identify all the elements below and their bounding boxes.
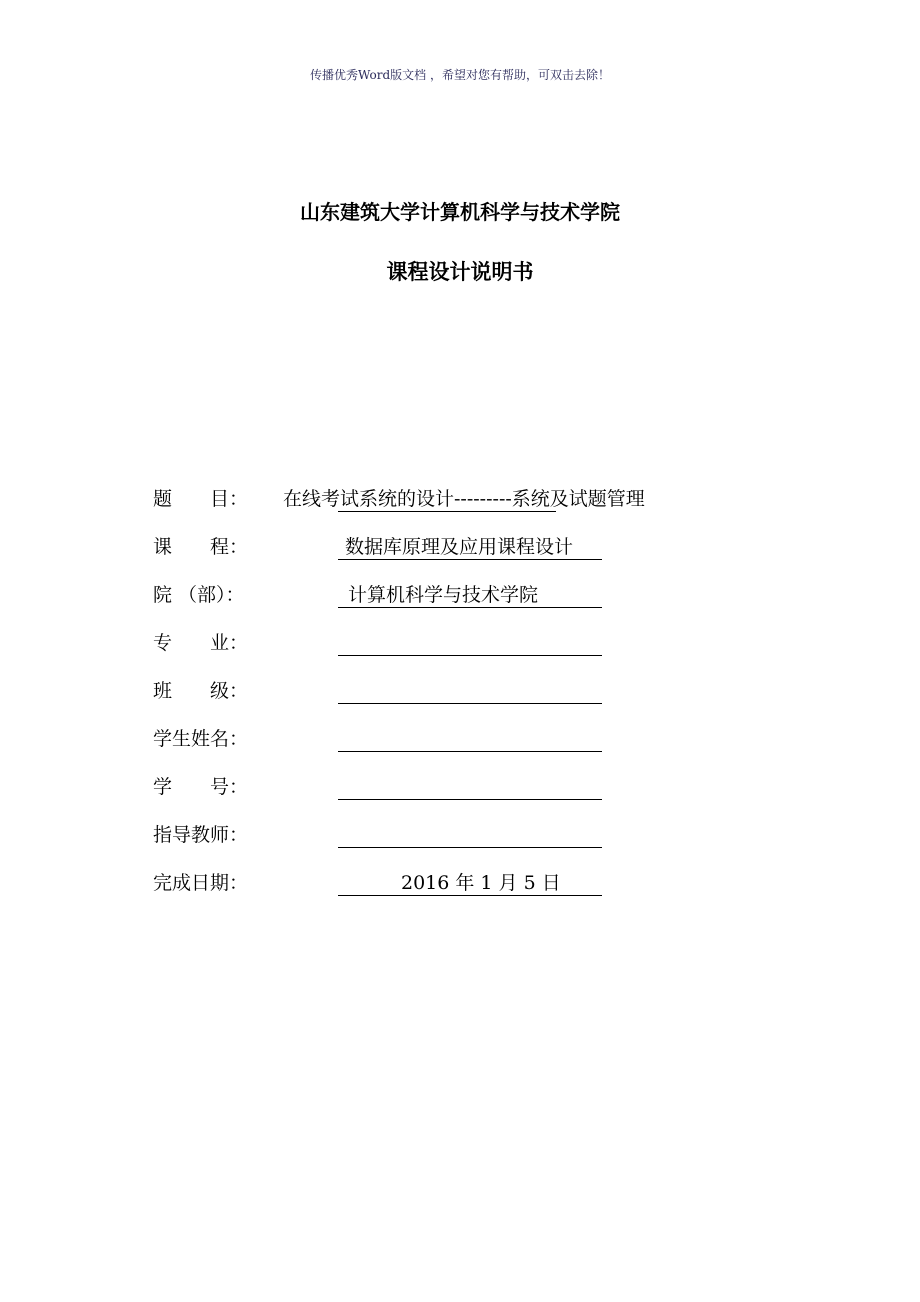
field-label: 学 号： — [153, 776, 249, 798]
field-label: 院 （部）： — [153, 584, 245, 606]
field-student-id — [153, 772, 753, 802]
watermark-header-note: 传播优秀Word版文档 ，希望对您有帮助，可双击去除！ — [310, 68, 610, 82]
field-label: 指导教师： — [153, 824, 249, 846]
field-label: 班 级： — [153, 680, 249, 702]
underline — [338, 628, 602, 656]
underline — [338, 724, 602, 752]
underline — [338, 820, 602, 848]
field-value: 计算机科学与技术学院 — [348, 584, 539, 606]
field-course — [153, 532, 753, 562]
field-label: 课 程： — [153, 536, 249, 558]
field-major — [153, 628, 753, 658]
field-label: 专 业： — [153, 632, 249, 654]
document-title: 课程设计说明书 — [386, 259, 534, 284]
field-topic — [153, 484, 753, 514]
field-label: 题 目： — [153, 488, 249, 510]
field-completion-date — [153, 868, 753, 898]
field-advisor — [153, 820, 753, 850]
field-class — [153, 676, 753, 706]
field-student-name — [153, 724, 753, 754]
underline — [338, 772, 602, 800]
field-label: 学生姓名： — [153, 728, 249, 750]
school-name: 山东建筑大学计算机科学与技术学院 — [300, 200, 620, 224]
field-value: 数据库原理及应用课程设计 — [345, 536, 574, 558]
field-value: 2016 年 1 月 5 日 — [401, 872, 561, 894]
underline — [338, 676, 602, 704]
field-department — [153, 580, 753, 610]
field-value: 在线考试系统的设计---------系统及试题管理 — [283, 488, 645, 510]
field-label: 完成日期： — [153, 872, 249, 894]
